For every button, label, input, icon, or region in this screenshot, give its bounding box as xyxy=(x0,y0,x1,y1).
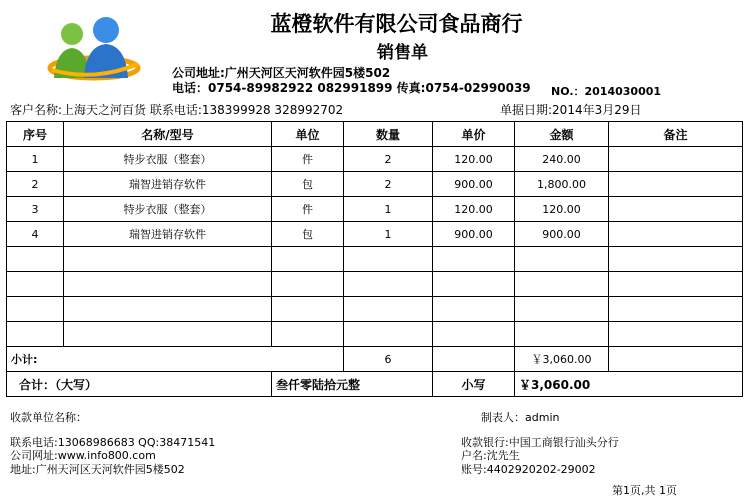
bank-info: 收款银行:中国工商银行汕头分行 xyxy=(461,436,619,449)
table-cell xyxy=(609,272,743,297)
table-cell xyxy=(344,247,433,272)
table-cell: 3 xyxy=(7,197,64,222)
table-cell xyxy=(609,147,743,172)
table-cell xyxy=(433,272,515,297)
table-cell: 瑞智进销存软件 xyxy=(64,222,272,247)
table-cell xyxy=(64,272,272,297)
table-cell: 120.00 xyxy=(515,197,609,222)
contact-info: 联系电话:13068986683 QQ:38471541 xyxy=(10,436,216,449)
page-indicator: 第1页,共 1页 xyxy=(612,484,677,497)
table-row xyxy=(7,272,743,297)
company-phone: 电话：0754-89982922 082991899 传真:0754-02990039 xyxy=(172,81,531,95)
table-cell xyxy=(433,247,515,272)
column-header: 备注 xyxy=(609,122,743,147)
table-cell xyxy=(272,297,344,322)
table-cell: 包 xyxy=(272,222,344,247)
table-cell: 2 xyxy=(344,147,433,172)
column-header: 序号 xyxy=(7,122,64,147)
table-cell: 1 xyxy=(7,147,64,172)
table-row xyxy=(7,172,743,197)
table-cell xyxy=(7,322,64,347)
total-uppercase: 叁仟零陆拾元整 xyxy=(272,372,433,397)
table-cell xyxy=(344,322,433,347)
table-cell: 900.00 xyxy=(433,222,515,247)
table-cell xyxy=(272,272,344,297)
sales-table xyxy=(6,121,743,397)
table-cell: 4 xyxy=(7,222,64,247)
table-row xyxy=(7,322,743,347)
table-cell xyxy=(515,322,609,347)
table-cell xyxy=(344,272,433,297)
table-cell: 2 xyxy=(344,172,433,197)
subtotal-row xyxy=(7,347,743,372)
table-cell xyxy=(433,297,515,322)
company-website: 公司网址:www.info800.com xyxy=(10,449,156,462)
table-cell xyxy=(64,297,272,322)
total-lowercase: ￥3,060.00 xyxy=(515,372,743,397)
table-cell xyxy=(433,322,515,347)
table-cell xyxy=(515,247,609,272)
table-cell: 2 xyxy=(7,172,64,197)
table-cell: 1 xyxy=(344,222,433,247)
customer-info: 客户名称:上海天之河百货 联系电话:138399928 328992702 xyxy=(10,103,344,117)
table-cell xyxy=(64,247,272,272)
table-cell xyxy=(609,247,743,272)
table-row xyxy=(7,297,743,322)
table-cell xyxy=(344,297,433,322)
company-address: 公司地址:广州天河区天河软件园5楼502 xyxy=(172,66,391,80)
table-cell: 900.00 xyxy=(433,172,515,197)
table-header-row xyxy=(7,122,743,147)
table-cell: 件 xyxy=(272,147,344,172)
account-number: 账号:4402920202-29002 xyxy=(461,463,596,476)
table-cell: 件 xyxy=(272,197,344,222)
table-cell: 瑞智进销存软件 xyxy=(64,172,272,197)
document-date: 单据日期:2014年3月29日 xyxy=(500,103,642,117)
table-row xyxy=(7,197,743,222)
subtotal-quantity: 6 xyxy=(344,347,433,372)
column-header: 金额 xyxy=(515,122,609,147)
table-cell: 120.00 xyxy=(433,197,515,222)
table-cell xyxy=(609,297,743,322)
table-row xyxy=(7,247,743,272)
total-row xyxy=(7,372,743,397)
total-label: 合计：（大写） xyxy=(7,372,272,397)
table-cell xyxy=(7,272,64,297)
table-cell xyxy=(609,322,743,347)
account-name: 户名:沈先生 xyxy=(461,449,520,462)
document-number: NO.：2014030001 xyxy=(551,85,662,98)
table-cell: 900.00 xyxy=(515,222,609,247)
table-cell xyxy=(272,247,344,272)
table-cell: 特步衣服（整套） xyxy=(64,197,272,222)
maker: 制表人：admin xyxy=(481,411,560,424)
table-cell xyxy=(609,197,743,222)
table-cell xyxy=(7,247,64,272)
table-cell xyxy=(64,322,272,347)
subtotal-amount: ￥3,060.00 xyxy=(515,347,609,372)
table-cell xyxy=(515,272,609,297)
company-title: 蓝橙软件有限公司食品商行 xyxy=(270,12,523,36)
table-cell: 特步衣服（整套） xyxy=(64,147,272,172)
table-row xyxy=(7,147,743,172)
table-cell xyxy=(7,297,64,322)
table-cell xyxy=(609,222,743,247)
table-cell: 1,800.00 xyxy=(515,172,609,197)
table-cell xyxy=(272,322,344,347)
column-header: 单价 xyxy=(433,122,515,147)
column-header: 单位 xyxy=(272,122,344,147)
total-lower-label: 小写 xyxy=(433,372,515,397)
footer-address: 地址:广州天河区天河软件园5楼502 xyxy=(10,463,185,476)
table-row xyxy=(7,222,743,247)
column-header: 数量 xyxy=(344,122,433,147)
table-cell: 1 xyxy=(344,197,433,222)
table-cell: 包 xyxy=(272,172,344,197)
column-header: 名称/型号 xyxy=(64,122,272,147)
table-cell: 120.00 xyxy=(433,147,515,172)
subtotal-label: 小计: xyxy=(7,347,344,372)
table-cell: 240.00 xyxy=(515,147,609,172)
payee-unit: 收款单位名称： xyxy=(10,411,87,424)
table-cell xyxy=(515,297,609,322)
table-cell xyxy=(609,172,743,197)
document-title: 销售单 xyxy=(377,43,428,63)
